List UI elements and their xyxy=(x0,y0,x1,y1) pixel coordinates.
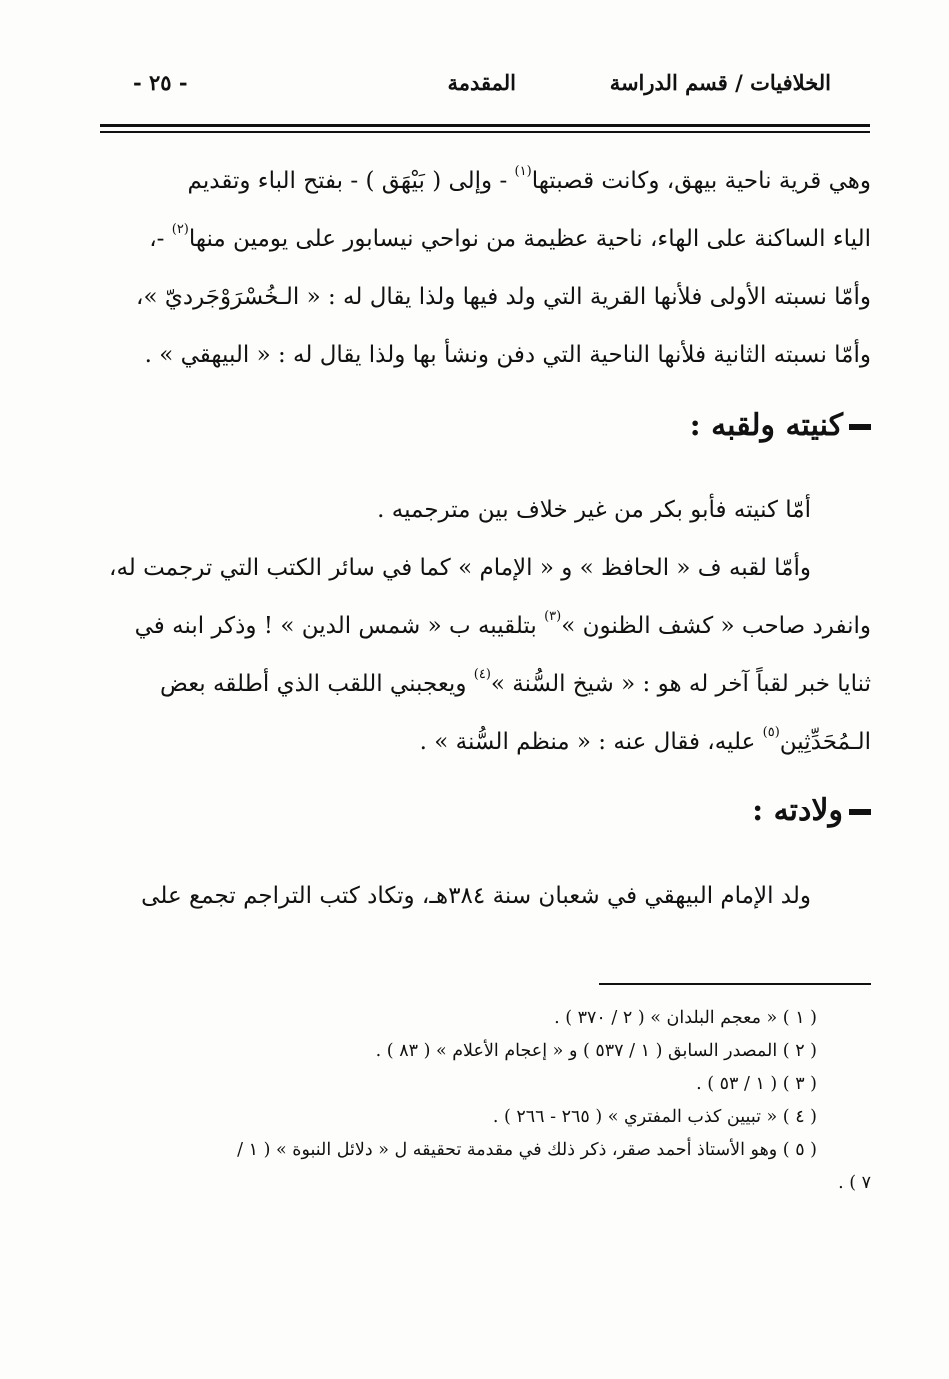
paragraph-kunya xyxy=(100,481,871,771)
footnotes xyxy=(100,1002,871,1200)
header-rule-thin xyxy=(100,131,870,133)
footnote-2: ( ٢ ) المصدر السابق ( ١ / ٥٣٧ ) و « إعجام الأعلام » ( ٨٣ ) . xyxy=(375,1041,817,1061)
footnote-ref-5: (٥) xyxy=(762,725,780,741)
text-line: ثنايا خبر لقباً آخر له هو : « شيخ السُّنة »$^{(٤)}$ ويعجبني اللقب الذي أطلقه بعض xyxy=(160,667,871,697)
footnote-ref-1: (١) xyxy=(514,164,532,180)
footnote-4: ( ٤ ) « تبيين كذب المفتري » ( ٢٦٥ - ٢٦٦ ) . xyxy=(492,1107,817,1127)
header-rule-thick xyxy=(100,124,870,127)
text-line: الياء الساكنة على الهاء، ناحية عظيمة من نواحي نيسابور على يومين منها$^{(٢)}$ -، xyxy=(149,222,871,252)
footnote-1: ( ١ ) « معجم البلدان » ( ٢ / ٣٧٠ ) . xyxy=(554,1008,817,1028)
section-title: المقدمة xyxy=(447,70,516,95)
footnote-5: ( ٥ ) وهو الأستاذ أحمد صقر، ذكر ذلك في مقدمة تحقيقه ل « دلائل النبوة » ( ١ / xyxy=(237,1140,817,1160)
text-line: ولد الإمام البيهقي في شعبان سنة ٣٨٤هـ، وتكاد كتب التراجم تجمع على xyxy=(141,883,811,909)
paragraph-birth xyxy=(100,867,871,925)
footnote-ref-2: (٢) xyxy=(171,222,189,238)
text-line: وأمّا نسبته الثانية فلأنها الناحية التي دفن ونشأ بها ولذا يقال له : « البيهقي » . xyxy=(144,342,871,368)
text-line: وأمّا لقبه ف « الحافظ » و « الإمام » كما في سائر الكتب التي ترجمت له، xyxy=(109,555,811,581)
text-line: وهي قرية ناحية بيهق، وكانت قصبتها$^{(١)}$ - وإلى ( بَيْهَق ) - بفتح الباء وتقديم xyxy=(187,164,871,194)
running-header xyxy=(103,70,831,110)
text-line: أمّا كنيته فأبو بكر من غير خلاف بين مترجميه . xyxy=(377,497,811,523)
heading-dash xyxy=(849,809,871,815)
book-title: الخلافيات / قسم الدراسة xyxy=(609,70,831,95)
text-line: وانفرد صاحب « كشف الظنون »$^{(٣)}$ بتلقيبه ب « شمس الدين » ! وذكر ابنه في xyxy=(134,609,871,639)
page-number: - ٢٥ - xyxy=(133,70,188,95)
footnote-separator xyxy=(599,983,871,985)
heading-kunya: كنيته ولقبه : xyxy=(690,408,871,443)
heading-birth: ولادته : xyxy=(752,793,871,828)
footnote-5-continuation: ٧ ) . xyxy=(838,1173,871,1193)
text-line: وأمّا نسبته الأولى فلأنها القرية التي ولد فيها ولذا يقال له : « الـخُسْرَوْجَرديّ »، xyxy=(136,284,871,310)
text-line: الـمُحَدِّثِين$^{(٥)}$ عليه، فقال عنه : « منظم السُّنة » . xyxy=(419,725,871,755)
heading-dash xyxy=(849,424,871,430)
footnote-ref-3: (٣) xyxy=(544,609,562,625)
footnote-ref-4: (٤) xyxy=(473,667,491,683)
footnote-3: ( ٣ ) ( ١ / ٥٣ ) . xyxy=(696,1074,817,1094)
header-rule xyxy=(100,124,870,134)
paragraph-nisba xyxy=(100,152,871,384)
